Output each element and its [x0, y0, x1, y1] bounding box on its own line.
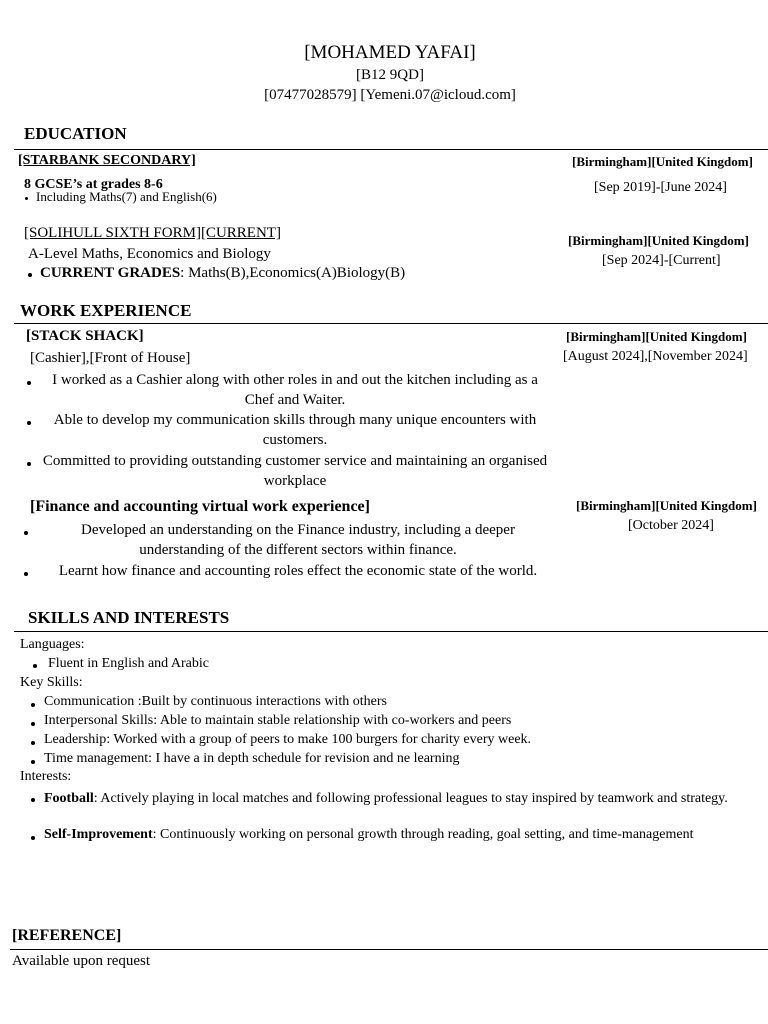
- bullet: [31, 836, 35, 840]
- reference-divider: [10, 949, 768, 950]
- interests-label: Interests:: [20, 769, 72, 784]
- bullet: [33, 664, 37, 668]
- bullet: [25, 197, 28, 200]
- language-item: Fluent in English and Arabic: [48, 656, 209, 671]
- bullet: [31, 741, 35, 745]
- skills-heading: SKILLS AND INTERESTS: [28, 608, 230, 627]
- school-location: [Birmingham][United Kingdom]: [572, 154, 753, 169]
- current-grades: [40, 265, 405, 282]
- job-bullet: Committed to providing outstanding customer service and maintaining an organised workplace: [42, 453, 548, 489]
- bullet: [27, 381, 31, 385]
- key-skill-item: Time management: I have a in depth schedule for revision and ne learning: [44, 751, 460, 766]
- grades-label: CURRENT GRADES: [40, 265, 181, 281]
- job-dates: [August 2024],[November 2024]: [563, 349, 748, 364]
- interest-text: : Actively playing in local matches and following professional leagues to stay inspired by teamwork and strategy.: [93, 791, 728, 806]
- contact-line: [07477028579] [Yemeni.07@icloud.com]: [264, 87, 516, 103]
- job-title: [Finance and accounting virtual work experience]: [30, 498, 370, 515]
- interest-label: Self-Improvement: [44, 827, 153, 842]
- skills-divider: [14, 631, 768, 632]
- interest-item: [44, 789, 744, 808]
- key-skill-item: Leadership: Worked with a group of peers to make 100 burgers for charity every week.: [44, 732, 532, 747]
- bullet: [31, 722, 35, 726]
- key-skill-item: Interpersonal Skills: Able to maintain stable relationship with co-workers and peers: [44, 713, 512, 728]
- bullet: [31, 703, 35, 707]
- education-heading: EDUCATION: [24, 124, 127, 143]
- job-bullet: Learnt how finance and accounting roles effect the economic state of the world.: [58, 563, 538, 579]
- education-divider: [14, 149, 768, 150]
- school-subtitle: A-Level Maths, Economics and Biology: [28, 246, 271, 262]
- job-bullet: Developed an understanding on the Finance industry, including a deeper understanding of the different sectors within finance.: [81, 522, 515, 558]
- interest-label: Football: [44, 791, 94, 806]
- grades-value: : Maths(B),Economics(A)Biology(B): [180, 265, 406, 281]
- interest-text: : Continuously working on personal growth through reading, goal setting, and time-management: [152, 827, 694, 842]
- reference-heading: [REFERENCE]: [12, 927, 122, 944]
- languages-label: Languages:: [20, 637, 85, 652]
- bullet: [28, 273, 32, 277]
- school-name: [SOLIHULL SIXTH FORM][CURRENT]: [24, 225, 281, 241]
- reference-text: Available upon request: [12, 953, 151, 969]
- school-subtitle: 8 GCSE’s at grades 8-6: [24, 177, 163, 192]
- school-dates: [Sep 2019]-[June 2024]: [594, 180, 727, 195]
- key-skills-label: Key Skills:: [20, 675, 83, 690]
- job-location: [Birmingham][United Kingdom]: [576, 498, 757, 513]
- job-dates: [October 2024]: [628, 518, 714, 533]
- work-divider: [14, 323, 768, 324]
- job-location: [Birmingham][United Kingdom]: [566, 329, 747, 344]
- postcode: [B12 9QD]: [356, 67, 424, 83]
- work-heading: WORK EXPERIENCE: [20, 301, 192, 320]
- bullet: [24, 531, 28, 535]
- school-dates: [Sep 2024]-[Current]: [602, 253, 721, 268]
- interest-item: [44, 827, 693, 843]
- bullet: [31, 760, 35, 764]
- job-bullet: I worked as a Cashier along with other roles in and out the kitchen including as a Chef and Waiter.: [52, 372, 538, 408]
- key-skill-item: Communication :Built by continuous interactions with others: [44, 694, 387, 709]
- bullet: [24, 572, 28, 576]
- school-bullet: Including Maths(7) and English(6): [36, 189, 217, 204]
- school-location: [Birmingham][United Kingdom]: [568, 233, 749, 248]
- school-name: [STARBANK SECONDARY]: [18, 153, 196, 168]
- job-roles: [Cashier],[Front of House]: [30, 350, 191, 366]
- bullet: [31, 798, 35, 802]
- candidate-name: [MOHAMED YAFAI]: [304, 42, 476, 63]
- job-title: [STACK SHACK]: [26, 328, 144, 344]
- bullet: [27, 421, 31, 425]
- bullet: [27, 462, 31, 466]
- job-bullet: Able to develop my communication skills through many unique encounters with customers.: [53, 412, 537, 448]
